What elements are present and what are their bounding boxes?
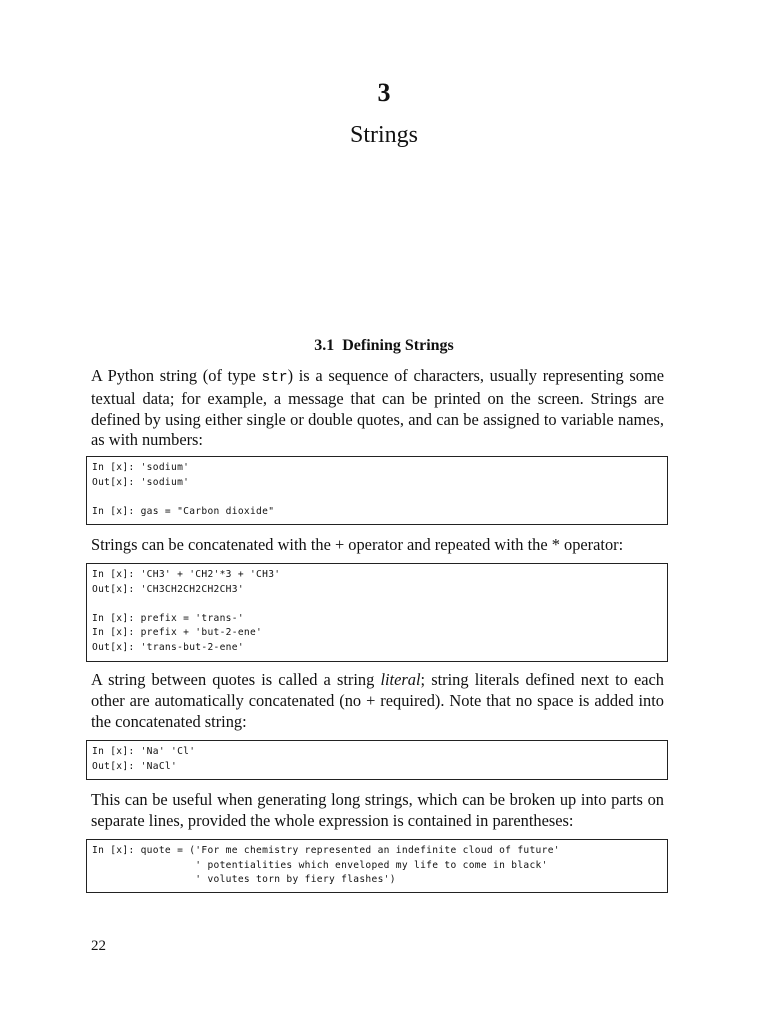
code-line: In [x]: 'Na' 'Cl' bbox=[92, 746, 196, 757]
paragraph-text: ) is a sequence of characters, usually representing some textual data; for example, a message that can be printed on the screen. Strings are defined by using either single or double quotes, and can be assigned to variable names, as with numbers: bbox=[91, 366, 664, 450]
chapter-title: Strings bbox=[349, 122, 418, 148]
emphasis: literal bbox=[380, 670, 421, 689]
code-line bbox=[92, 490, 667, 505]
code-line: Out[x]: 'CH3CH2CH2CH2CH3' bbox=[92, 583, 244, 595]
paragraph-text: A string between quotes is called a string bbox=[91, 670, 381, 689]
section-heading bbox=[0, 337, 768, 355]
code-line: In [x]: 'sodium' bbox=[92, 462, 190, 473]
code-line: In [x]: prefix + 'but-2-ene' bbox=[92, 627, 263, 639]
paragraph-literal bbox=[91, 670, 664, 732]
section-title: Defining Strings bbox=[342, 337, 454, 354]
code-line: In [x]: quote = ('For me chemistry represented an indefinite cloud of future' bbox=[92, 845, 560, 856]
paragraph-text: A Python string (of type bbox=[91, 366, 262, 385]
code-block-3 bbox=[86, 740, 668, 780]
code-line: In [x]: gas = "Carbon dioxide" bbox=[92, 505, 275, 517]
paragraph-text: ; string literals defined next to each other are automatically concatenated (no + required). Note that no space is added into the concatenated string: bbox=[91, 670, 664, 731]
code-line bbox=[92, 597, 667, 612]
inline-code: str bbox=[261, 370, 288, 386]
code-block-4 bbox=[86, 839, 668, 893]
section-number: 3.1 bbox=[314, 337, 335, 354]
code-block-2 bbox=[86, 563, 668, 662]
page-number: 22 bbox=[91, 938, 106, 954]
code-line: Out[x]: 'sodium' bbox=[92, 476, 190, 488]
code-line: ' potentialities which enveloped my life to come in black' bbox=[92, 859, 548, 871]
code-line: Out[x]: 'NaCl' bbox=[92, 760, 178, 772]
chapter-number: 3 bbox=[377, 78, 391, 107]
code-line: In [x]: prefix = 'trans-' bbox=[92, 612, 244, 624]
code-line: Out[x]: 'trans-but-2-ene' bbox=[92, 641, 244, 653]
code-block-1 bbox=[86, 456, 668, 525]
paragraph-concatenation: Strings can be concatenated with the + operator and repeated with the * operator: bbox=[91, 535, 624, 554]
code-line: In [x]: 'CH3' + 'CH2'*3 + 'CH3' bbox=[92, 569, 281, 580]
paragraph-intro bbox=[91, 366, 664, 451]
paragraph-long-strings: This can be useful when generating long strings, which can be broken up into parts on separate lines, provided the whole expression is contained in parentheses: bbox=[91, 790, 664, 830]
code-line: ' volutes torn by fiery flashes') bbox=[92, 874, 396, 886]
